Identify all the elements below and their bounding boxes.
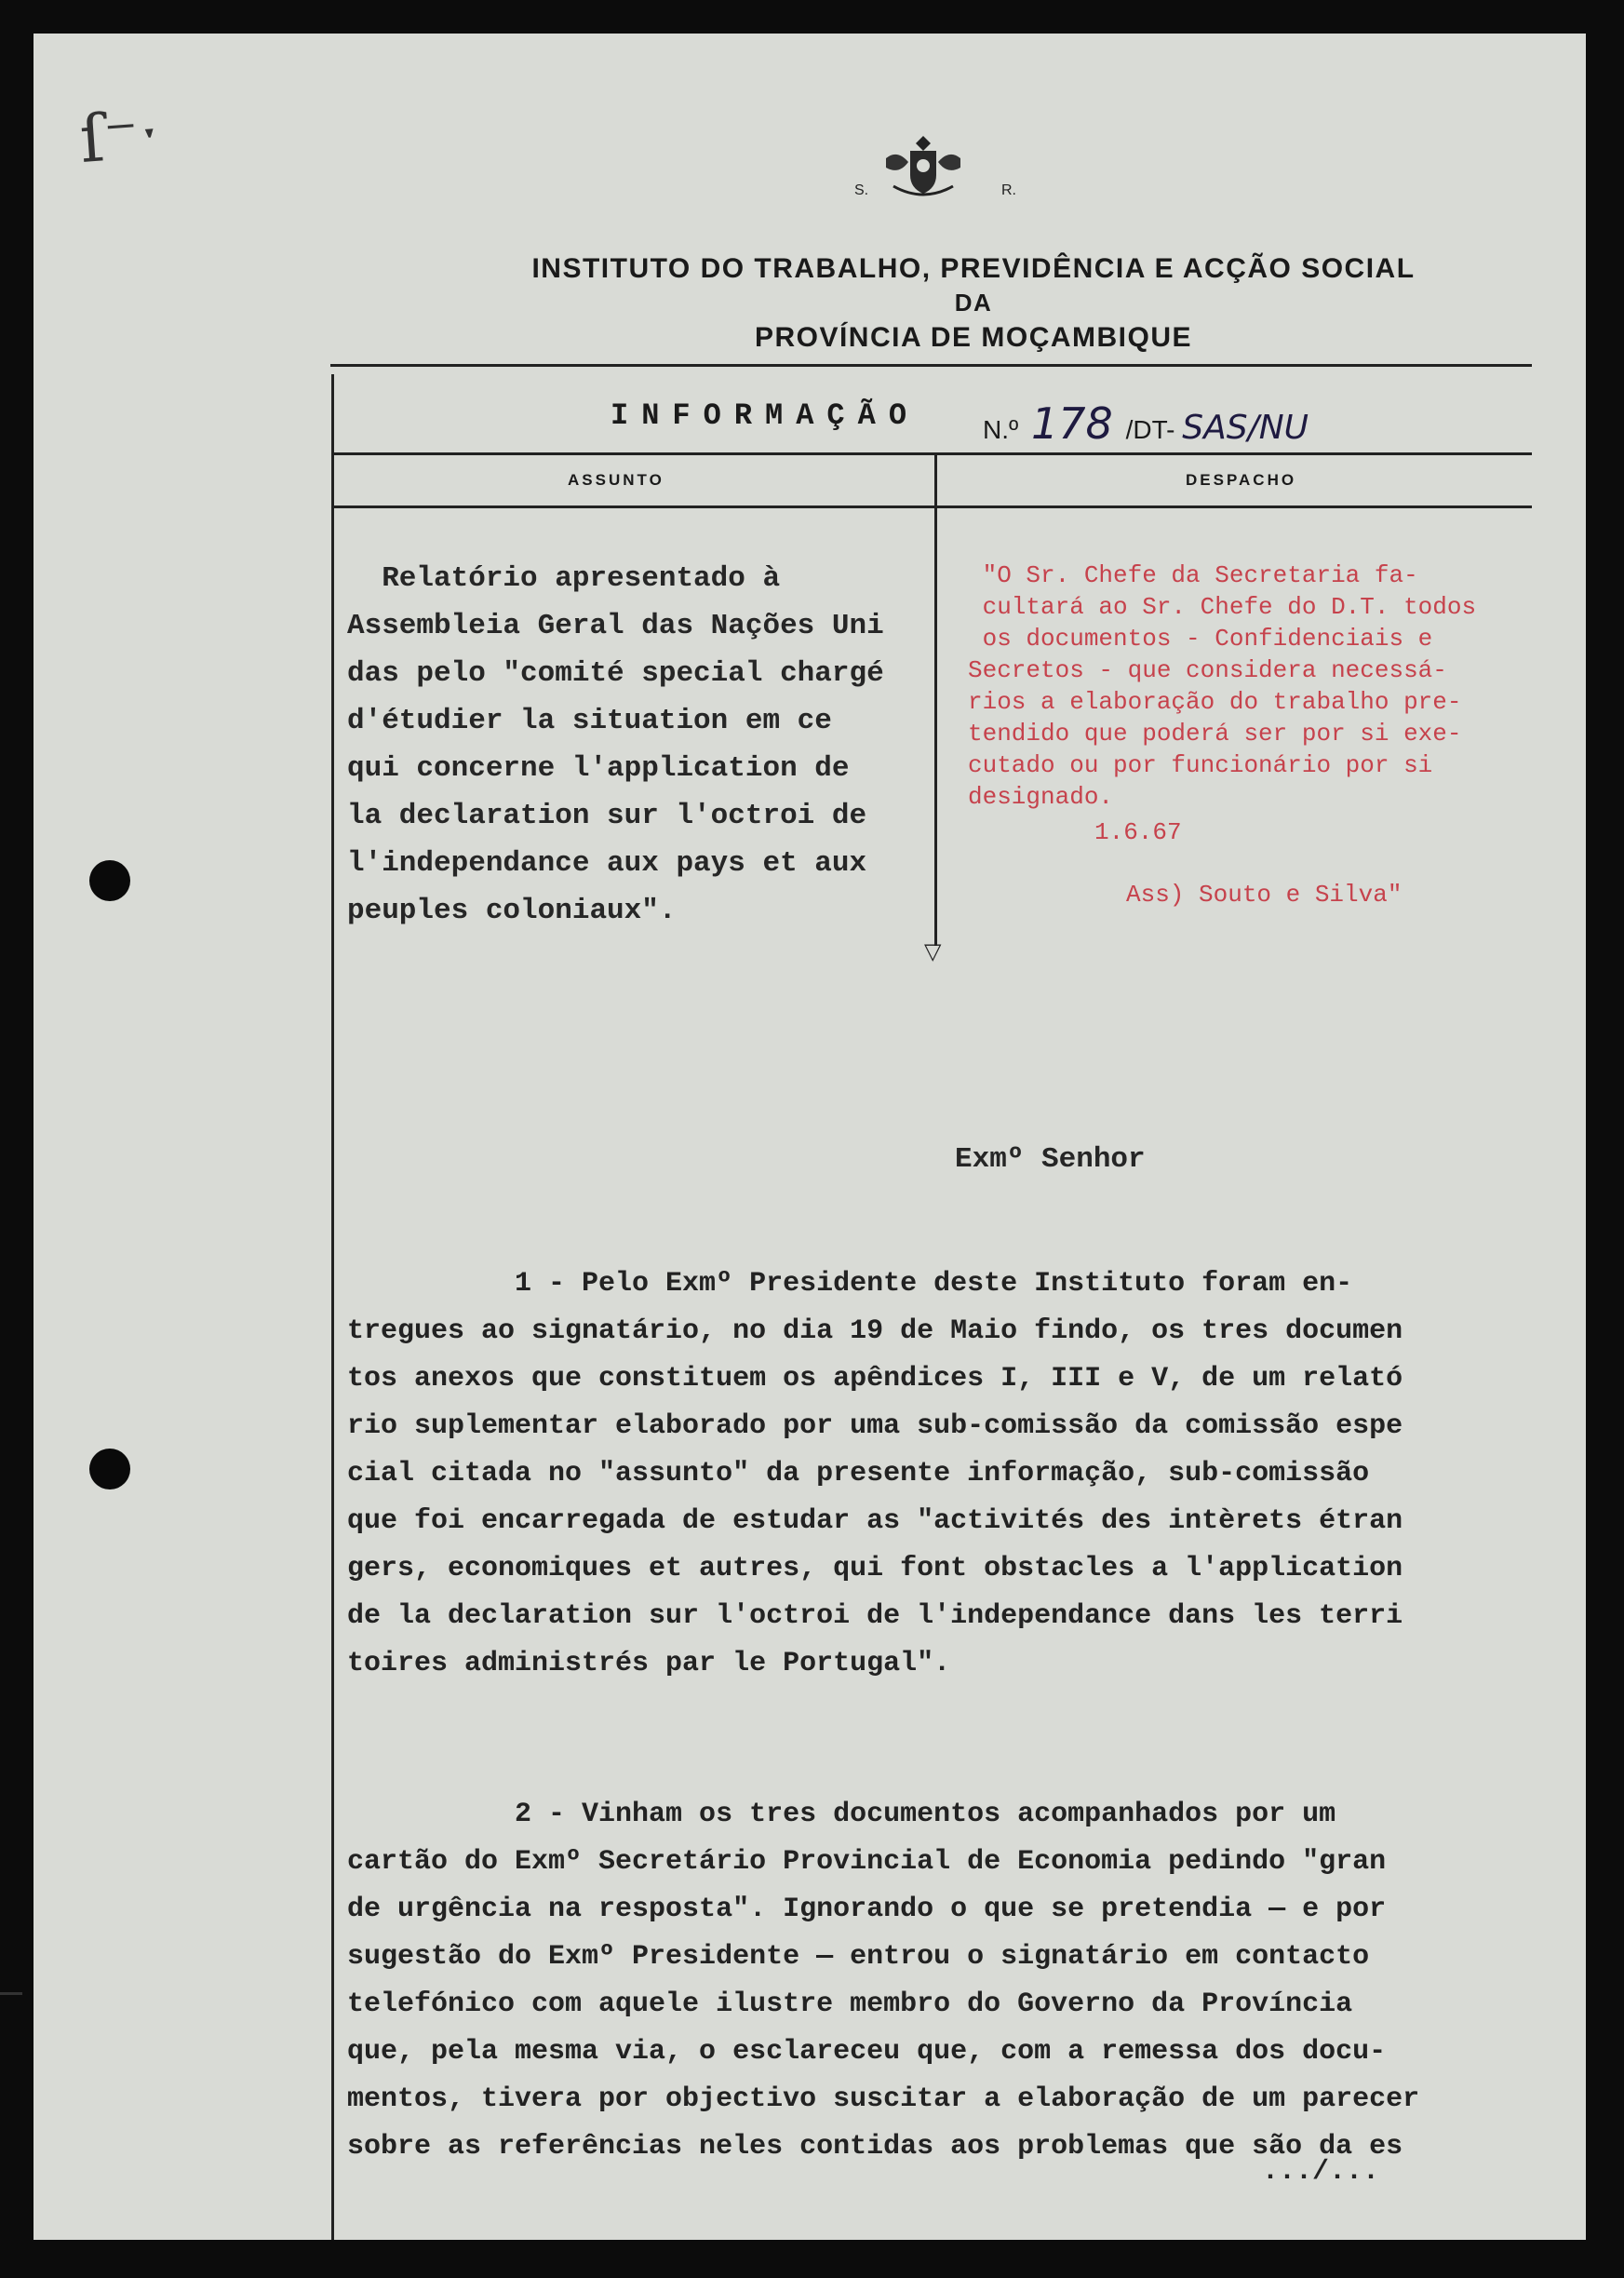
institute-name: INSTITUTO DO TRABALHO, PREVIDÊNCIA E ACÇÃO SOCIAL [531,253,1416,284]
number-label: N.º [983,415,1019,444]
form-top-rule [330,364,1532,367]
header-connector: DA [954,289,993,317]
document-page [34,34,1586,2240]
assunto-header: ASSUNTO [568,471,664,489]
handwritten-number: 178 [1031,398,1113,449]
punch-hole [89,860,130,901]
handwritten-suffix: SAS/NU [1182,409,1309,447]
down-arrow-icon: ▽ [924,938,942,964]
despacho-header: DESPACHO [1186,471,1297,489]
despacho-signature: Ass) Souto e Silva" [1126,881,1403,909]
seal-label-right: R. [1001,182,1016,198]
paragraph-1: 1 - Pelo Exmº Presidente deste Instituto foram en- tregues ao signatário, no dia 19 de Maio findo, os tres documen tos anexos que constituem os apêndices I, III e V, de um relató rio suplementar elaborado por uma sub-comissão da comissão espe cial citada no "assunto" da presente informação, sub-comissão que foi encarregada de estudar as "activités des intèrets étran gers, economiques et autres, qui font obstacles a l'application de la declaration sur l'octroi de l'independance dans les terri toires administrés par le Portugal". [347,1268,1403,1679]
despacho-text: "O Sr. Chefe da Secretaria fa- cultará ao Sr. Chefe do D.T. todos os documentos - Confidenciais e Secretos - que considera necessá- rios a elaboração do trabalho pre- tendido que poderá ser por si exe- cutado ou por funcionário por si designado. [968,561,1477,811]
paragraph-2: 2 - Vinham os tres documentos acompanhados por um cartão do Exmº Secretário Provincial de Economia pedindo "gran de urgência na resposta". Ignorando o que se pretendia — e por sugestão do Exmº Presidente — entrou o signatário em contacto telefónico com aquele ilustre membro do Governo da Província que, pela mesma via, o esclareceu que, com a remessa dos docu- mentos, tivera por objectivo suscitar a elaboração de um parecer sobre as referências neles contidas aos problemas que são da es [347,1799,1420,2163]
despacho-date: 1.6.67 [1094,818,1182,846]
form-row-rule [331,505,1532,508]
form-row-rule [331,452,1532,455]
pen-marks: ſ⁻ˑ [77,96,164,178]
salutation: Exmº Senhor [955,1143,1146,1176]
punch-hole [89,1449,130,1489]
margin-mark [0,1992,22,1995]
assunto-text: Relatório apresentado à Assembleia Geral das Nações Uni das pelo "comité special chargé d'étudier la situation em ce qui concerne l'application de la declaration sur l'octroi de l'independance aux pays et aux peuples coloniaux". [347,562,884,927]
continuation-mark: .../... [1262,2156,1380,2188]
number-prefix: /DT- [1125,415,1175,444]
province-name: PROVÍNCIA DE MOÇAMBIQUE [754,322,1193,353]
seal-label-left: S. [854,182,869,198]
form-left-rule [331,374,334,2240]
coat-of-arms-icon [877,130,970,205]
form-title: INFORMAÇÃO [611,398,920,433]
form-number [983,398,1309,449]
